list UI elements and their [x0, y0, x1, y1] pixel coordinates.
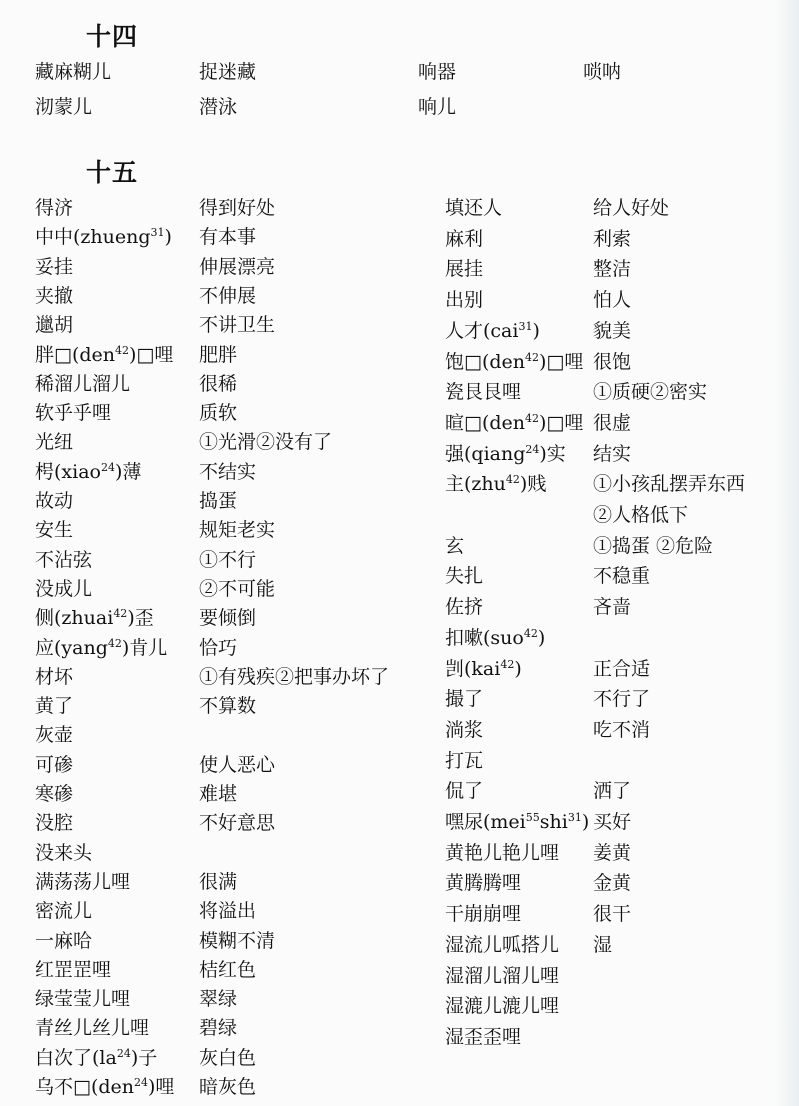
dialect-term: 侃了: [445, 780, 484, 803]
dialect-term: 响儿: [418, 96, 457, 118]
dialect-term: 不沾弦: [35, 548, 93, 571]
dialect-term: 胖□(den$^{42}$)□哩: [35, 343, 174, 366]
term-meaning: 唢呐: [583, 61, 622, 83]
term-meaning: 很稀: [199, 372, 238, 395]
page-edge-shadow: [775, 0, 799, 1106]
dialect-term: 中中(zhueng$^{31}$): [35, 226, 172, 249]
dialect-term: 邋胡: [35, 314, 74, 337]
dialect-term: 材坏: [35, 665, 74, 688]
dialect-term: 密流儿: [35, 900, 93, 923]
term-meaning: 难堪: [199, 783, 238, 805]
term-meaning: 不好意思: [199, 812, 276, 835]
term-meaning: 不行了: [593, 688, 651, 711]
dialect-term: 失扎: [445, 565, 484, 588]
dialect-term: 玄: [445, 534, 465, 557]
dialect-term: 青丝儿丝儿哩: [35, 1017, 150, 1040]
term-meaning: ①有残疾②把事办坏了: [199, 665, 390, 688]
dialect-term: 强(qiang$^{24}$)实: [445, 442, 566, 465]
term-meaning: ②人格低下: [593, 504, 689, 526]
dialect-term: 夹撤: [35, 284, 74, 307]
dialect-term: 满荡荡儿哩: [35, 870, 131, 893]
term-meaning: 翠绿: [199, 988, 238, 1011]
term-meaning: 买好: [593, 811, 632, 833]
term-meaning: ①质硬②密实: [593, 381, 708, 404]
term-meaning: 肥胖: [199, 343, 238, 366]
term-meaning: ①光滑②没有了: [199, 431, 333, 454]
term-meaning: 不结实: [199, 460, 257, 483]
dialect-term: 饱□(den$^{42}$)□哩: [445, 350, 584, 373]
term-meaning: 利索: [593, 227, 632, 250]
term-meaning: 规矩老实: [199, 519, 276, 542]
section-heading-14: 十四: [86, 22, 139, 51]
term-meaning: 结实: [593, 442, 632, 465]
term-meaning: 不算数: [199, 695, 257, 718]
term-meaning: 很干: [593, 903, 632, 926]
section-heading-15: 十五: [86, 158, 139, 187]
term-meaning: ①不行: [199, 548, 257, 571]
term-meaning: 捣蛋: [199, 490, 238, 512]
dialect-term: 乌不□(den$^{24}$)哩: [35, 1076, 175, 1098]
dialect-term: 灰壶: [35, 724, 74, 747]
dialect-term: 稀溜儿溜儿: [35, 372, 131, 395]
dialect-term: 出别: [445, 289, 484, 312]
dialect-term: 嘿尿(mei$^{55}$shi$^{31}$): [445, 811, 590, 833]
dialect-term: 瓷艮艮哩: [445, 381, 522, 404]
dialect-term: 湿流儿呱搭儿: [445, 933, 560, 956]
term-meaning: 洒了: [593, 780, 632, 803]
dialect-term: 黄了: [35, 695, 74, 718]
dialect-term: 没腔: [35, 812, 74, 835]
dialect-term: 妥挂: [35, 255, 74, 278]
term-meaning: 潜泳: [199, 96, 238, 118]
dialect-term: 没来头: [35, 841, 93, 864]
dialect-term: 可碜: [35, 753, 74, 776]
dialect-term: 一麻哈: [35, 929, 93, 952]
dialect-term: 响器: [418, 61, 457, 83]
dialect-term: 麻利: [445, 227, 484, 250]
term-meaning: 不伸展: [199, 284, 257, 307]
dialect-term: 主(zhu$^{42}$)贱: [445, 473, 547, 496]
dialect-term: 没成儿: [35, 577, 93, 600]
term-meaning: ①捣蛋 ②危险: [593, 534, 714, 557]
term-meaning: 正合适: [593, 657, 651, 680]
dialect-term: 白次了$(la^{24})$子: [35, 1046, 158, 1069]
term-meaning: 将溢出: [199, 900, 257, 923]
dialect-term: 剀(kai$^{42}$): [445, 657, 522, 680]
dialect-term: 淌浆: [445, 718, 484, 741]
dialect-term: 湿漉儿漉儿哩: [445, 995, 560, 1018]
term-meaning: 不稳重: [593, 565, 651, 588]
term-meaning: 得到好处: [199, 197, 276, 219]
dialect-term: 展挂: [445, 258, 484, 281]
term-meaning: 伸展漂亮: [199, 255, 276, 278]
term-meaning: 姜黄: [593, 841, 632, 864]
dialect-term: 红罡罡哩: [35, 958, 112, 981]
dialect-term: 干崩崩哩: [445, 903, 522, 926]
dialect-term: 应(yang$^{42}$)肯儿: [35, 636, 168, 659]
term-meaning: 貌美: [593, 319, 632, 342]
term-meaning: 很虚: [593, 411, 632, 434]
term-meaning: 吝啬: [593, 596, 632, 619]
term-meaning: ②不可能: [199, 577, 276, 600]
dialect-term: 黄腾腾哩: [445, 872, 522, 895]
term-meaning: 使人恶心: [199, 753, 276, 776]
dialect-term: 湿歪歪哩: [445, 1025, 522, 1048]
term-meaning: 恰巧: [199, 636, 238, 659]
term-meaning: 捉迷藏: [199, 61, 257, 83]
dialect-term: 寒碜: [35, 783, 74, 805]
dialect-term: 填还人: [445, 197, 503, 219]
dialect-term: 湿溜儿溜儿哩: [445, 964, 560, 987]
dialect-term: 撮了: [445, 688, 484, 711]
term-meaning: 湿: [593, 933, 613, 956]
dialect-term: 黄艳儿艳儿哩: [445, 841, 560, 864]
dialect-term: 佐挤: [445, 596, 484, 619]
dialect-term: 得济: [35, 197, 74, 219]
term-meaning: 灰白色: [199, 1046, 257, 1069]
term-meaning: 不讲卫生: [199, 314, 276, 337]
term-meaning: 给人好处: [593, 197, 670, 219]
dialect-term: 绿莹莹儿哩: [35, 988, 131, 1011]
dialect-term: 枵(xiao$^{24}$)薄: [35, 460, 142, 483]
dialect-term: 藏麻糊儿: [35, 61, 112, 83]
term-meaning: 质软: [199, 402, 238, 425]
term-meaning: 很满: [199, 870, 238, 893]
term-meaning: 吃不消: [593, 718, 651, 741]
term-meaning: 要倾倒: [199, 607, 257, 630]
dialect-term: 侧(zhuai$^{42}$)歪: [35, 607, 154, 630]
dialect-term: 沏蒙儿: [35, 96, 93, 118]
term-meaning: 怕人: [593, 289, 632, 312]
dialect-term: 软乎乎哩: [35, 402, 112, 425]
term-meaning: 金黄: [593, 872, 632, 895]
dialect-term: 故动: [35, 490, 74, 512]
dialect-term: 打瓦: [445, 749, 484, 772]
dialect-term: 光纽: [35, 431, 74, 454]
dialect-term: 暄□(den$^{42}$)□哩: [445, 411, 584, 434]
term-meaning: 模糊不清: [199, 929, 276, 952]
dialect-term: 人才(cai$^{31}$): [445, 319, 540, 342]
term-meaning: 很饱: [593, 350, 632, 373]
term-meaning: 桔红色: [199, 958, 257, 981]
dialect-term: 安生: [35, 519, 74, 542]
dialect-term: 扣嗽(suo$^{42}$): [445, 626, 546, 649]
term-meaning: 有本事: [199, 226, 257, 249]
term-meaning: ①小孩乱摆弄东西: [593, 473, 746, 496]
term-meaning: 整洁: [593, 258, 632, 281]
term-meaning: 暗灰色: [199, 1076, 257, 1098]
term-meaning: 碧绿: [199, 1017, 238, 1040]
